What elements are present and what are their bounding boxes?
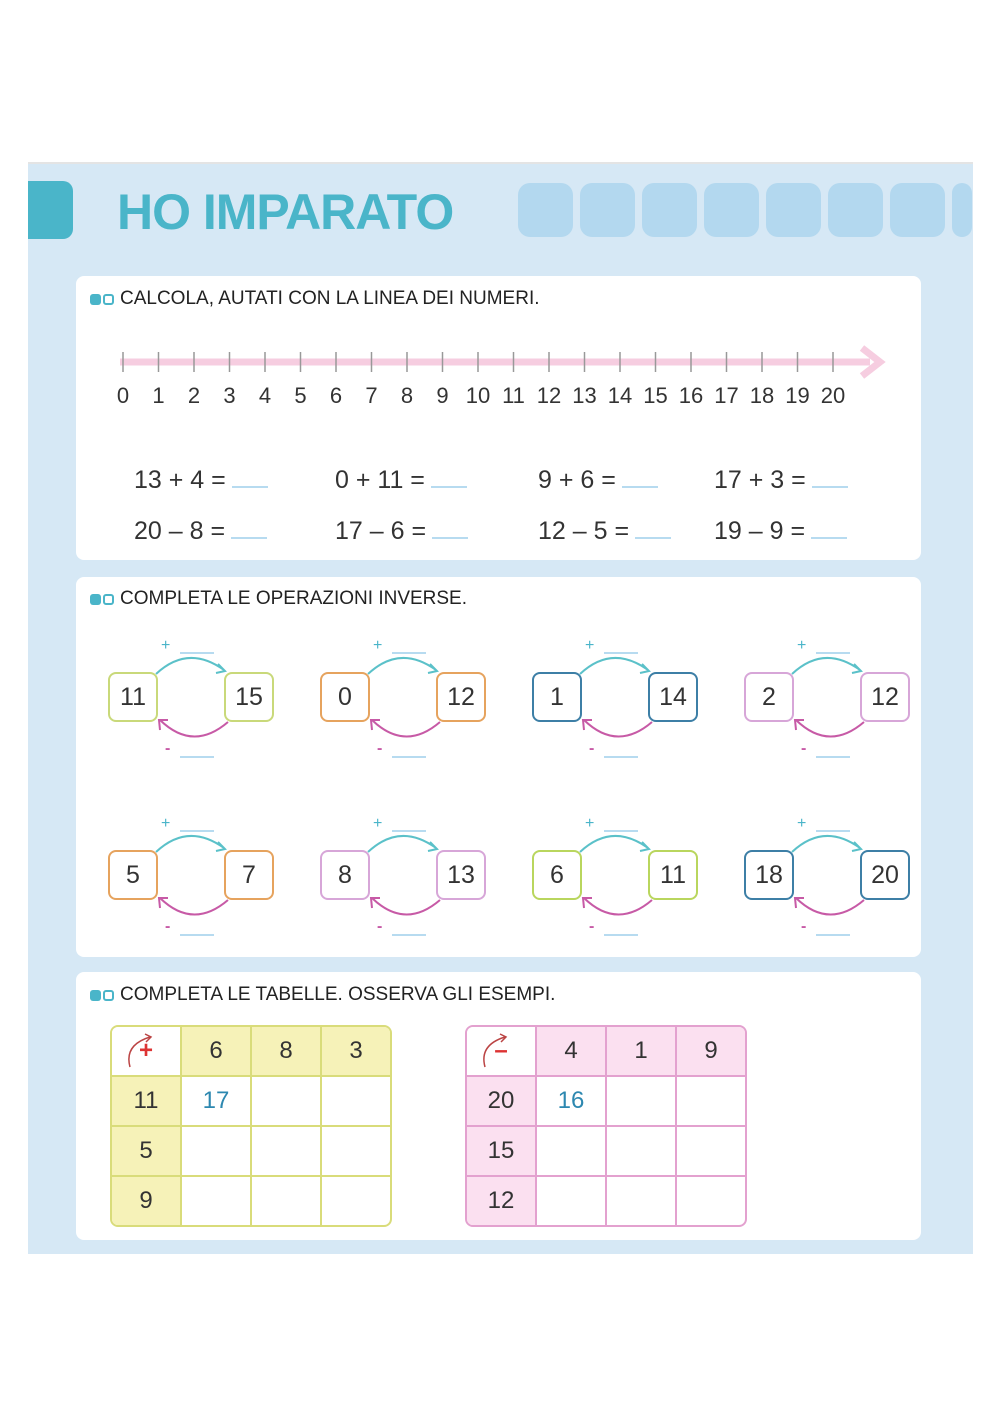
end-number-box: 20 bbox=[860, 850, 910, 900]
operation-cell: – bbox=[467, 1027, 537, 1077]
answer-cell[interactable] bbox=[322, 1127, 390, 1177]
answer-cell[interactable] bbox=[677, 1077, 745, 1127]
number-line-label: 8 bbox=[400, 383, 414, 408]
answer-cell[interactable] bbox=[607, 1177, 677, 1225]
equation bbox=[714, 466, 848, 495]
instruction-2: COMPLETA LE OPERAZIONI INVERSE. bbox=[90, 588, 467, 610]
answer-cell[interactable] bbox=[252, 1177, 322, 1225]
answer-blank[interactable] bbox=[622, 486, 658, 488]
level-dots-icon bbox=[90, 990, 114, 1001]
minus-sign: - bbox=[801, 918, 807, 935]
end-number-box: 11 bbox=[648, 850, 698, 900]
start-number-box: 5 bbox=[108, 850, 158, 900]
example-answer-cell: 17 bbox=[182, 1077, 252, 1127]
answer-cell[interactable] bbox=[322, 1177, 390, 1225]
minus-sign: - bbox=[589, 918, 595, 935]
example-answer-cell: 16 bbox=[537, 1077, 607, 1127]
minus-sign: - bbox=[589, 740, 595, 757]
start-number-box: 0 bbox=[320, 672, 370, 722]
plus-sign: + bbox=[161, 815, 171, 832]
minus-answer-blank[interactable] bbox=[816, 934, 850, 936]
curved-arrow-icon bbox=[120, 1031, 160, 1071]
answer-blank[interactable] bbox=[232, 486, 268, 488]
answer-cell[interactable] bbox=[677, 1177, 745, 1225]
curved-arrow-icon bbox=[475, 1031, 515, 1071]
column-header: 1 bbox=[607, 1027, 677, 1077]
row-header: 9 bbox=[112, 1177, 182, 1225]
table-row bbox=[112, 1127, 390, 1177]
answer-blank[interactable] bbox=[432, 537, 468, 539]
equation-text: 20 – 8 = bbox=[134, 517, 226, 545]
end-number-box: 14 bbox=[648, 672, 698, 722]
row-header: 5 bbox=[112, 1127, 182, 1177]
column-header: 6 bbox=[182, 1027, 252, 1077]
end-number-box: 7 bbox=[224, 850, 274, 900]
answer-cell[interactable] bbox=[677, 1127, 745, 1177]
minus-sign: - bbox=[165, 740, 171, 757]
minus-answer-blank[interactable] bbox=[392, 756, 426, 758]
table-row bbox=[467, 1077, 745, 1127]
minus-answer-blank[interactable] bbox=[392, 934, 426, 936]
sub-table bbox=[465, 1025, 747, 1227]
equation-text: 17 – 6 = bbox=[335, 517, 427, 545]
minus-answer-blank[interactable] bbox=[604, 934, 638, 936]
number-line-label: 11 bbox=[502, 383, 525, 408]
number-line-label: 1 bbox=[152, 383, 165, 408]
equation bbox=[714, 517, 847, 546]
equation bbox=[134, 466, 268, 495]
answer-blank[interactable] bbox=[431, 486, 467, 488]
start-number-box: 8 bbox=[320, 850, 370, 900]
equation-text: 9 + 6 = bbox=[538, 466, 616, 494]
plus-sign: + bbox=[797, 815, 807, 832]
answer-cell[interactable] bbox=[607, 1077, 677, 1127]
column-header: 9 bbox=[677, 1027, 745, 1077]
equation-text: 0 + 11 = bbox=[335, 466, 425, 494]
equation-text: 19 – 9 = bbox=[714, 517, 806, 545]
answer-cell[interactable] bbox=[607, 1127, 677, 1177]
table-row bbox=[112, 1077, 390, 1127]
answer-blank[interactable] bbox=[812, 486, 848, 488]
equation-text: 17 + 3 = bbox=[714, 466, 806, 494]
number-line-label: 20 bbox=[820, 383, 846, 408]
minus-sign: - bbox=[165, 918, 171, 935]
start-number-box: 1 bbox=[532, 672, 582, 722]
start-number-box: 11 bbox=[108, 672, 158, 722]
equation bbox=[335, 466, 467, 495]
equation bbox=[134, 517, 267, 546]
number-line-label: 7 bbox=[365, 383, 378, 408]
end-number-box: 15 bbox=[224, 672, 274, 722]
number-line-label: 0 bbox=[116, 383, 130, 408]
column-header: 4 bbox=[537, 1027, 607, 1077]
end-number-box: 13 bbox=[436, 850, 486, 900]
plus-sign: + bbox=[585, 637, 595, 654]
number-line-label: 4 bbox=[258, 383, 272, 408]
column-header: 3 bbox=[322, 1027, 390, 1077]
equation bbox=[538, 466, 658, 495]
answer-blank[interactable] bbox=[635, 537, 671, 539]
row-header: 15 bbox=[467, 1127, 537, 1177]
plus-sign: + bbox=[585, 815, 595, 832]
row-header: 20 bbox=[467, 1077, 537, 1127]
number-line-label: 18 bbox=[749, 383, 775, 408]
answer-cell[interactable] bbox=[322, 1077, 390, 1127]
number-line-label: 12 bbox=[536, 383, 562, 408]
table-row bbox=[112, 1177, 390, 1225]
equation-text: 12 – 5 = bbox=[538, 517, 630, 545]
answer-blank[interactable] bbox=[231, 537, 267, 539]
plus-sign: + bbox=[373, 637, 383, 654]
start-number-box: 6 bbox=[532, 850, 582, 900]
number-line-label: 17 bbox=[714, 383, 739, 408]
answer-cell[interactable] bbox=[537, 1127, 607, 1177]
number-line-label: 6 bbox=[329, 383, 343, 408]
plus-sign: + bbox=[161, 637, 171, 654]
table-row bbox=[467, 1177, 745, 1225]
equation-text: 13 + 4 = bbox=[134, 466, 226, 494]
start-number-box: 2 bbox=[744, 672, 794, 722]
end-number-box: 12 bbox=[860, 672, 910, 722]
end-number-box: 12 bbox=[436, 672, 486, 722]
minus-sign: - bbox=[801, 740, 807, 757]
plus-sign: + bbox=[797, 637, 807, 654]
minus-answer-blank[interactable] bbox=[180, 756, 214, 758]
number-line-label: 15 bbox=[643, 383, 668, 408]
column-header: 8 bbox=[252, 1027, 322, 1077]
answer-cell[interactable] bbox=[537, 1177, 607, 1225]
level-dots-icon bbox=[90, 594, 114, 605]
number-line-label: 16 bbox=[678, 383, 704, 408]
answer-cell[interactable] bbox=[182, 1127, 252, 1177]
number-line-label: 5 bbox=[294, 383, 307, 408]
number-line-label: 9 bbox=[436, 383, 449, 408]
answer-cell[interactable] bbox=[252, 1127, 322, 1177]
equation bbox=[335, 517, 468, 546]
operation-cell: + bbox=[112, 1027, 182, 1077]
add-table bbox=[110, 1025, 392, 1227]
number-line-label: 3 bbox=[223, 383, 236, 408]
page-title: HO IMPARATO bbox=[117, 184, 454, 240]
equation bbox=[538, 517, 671, 546]
minus-answer-blank[interactable] bbox=[604, 756, 638, 758]
number-line-label: 13 bbox=[572, 383, 597, 408]
answer-blank[interactable] bbox=[811, 537, 847, 539]
number-line-label: 10 bbox=[465, 383, 491, 408]
number-line-label: 14 bbox=[607, 383, 633, 408]
minus-sign: - bbox=[377, 740, 383, 757]
minus-sign: - bbox=[377, 918, 383, 935]
table-row bbox=[467, 1127, 745, 1177]
answer-cell[interactable] bbox=[182, 1177, 252, 1225]
number-line-label: 2 bbox=[187, 383, 201, 408]
row-header: 11 bbox=[112, 1077, 182, 1127]
start-number-box: 18 bbox=[744, 850, 794, 900]
answer-cell[interactable] bbox=[252, 1077, 322, 1127]
instruction-3: COMPLETA LE TABELLE. OSSERVA GLI ESEMPI. bbox=[90, 984, 555, 1006]
minus-answer-blank[interactable] bbox=[180, 934, 214, 936]
plus-sign: + bbox=[373, 815, 383, 832]
number-line bbox=[0, 0, 1000, 420]
minus-answer-blank[interactable] bbox=[816, 756, 850, 758]
instruction-1: CALCOLA, AUTATI CON LA LINEA DEI NUMERI. bbox=[90, 288, 540, 310]
number-line-label: 19 bbox=[785, 383, 810, 408]
row-header: 12 bbox=[467, 1177, 537, 1225]
